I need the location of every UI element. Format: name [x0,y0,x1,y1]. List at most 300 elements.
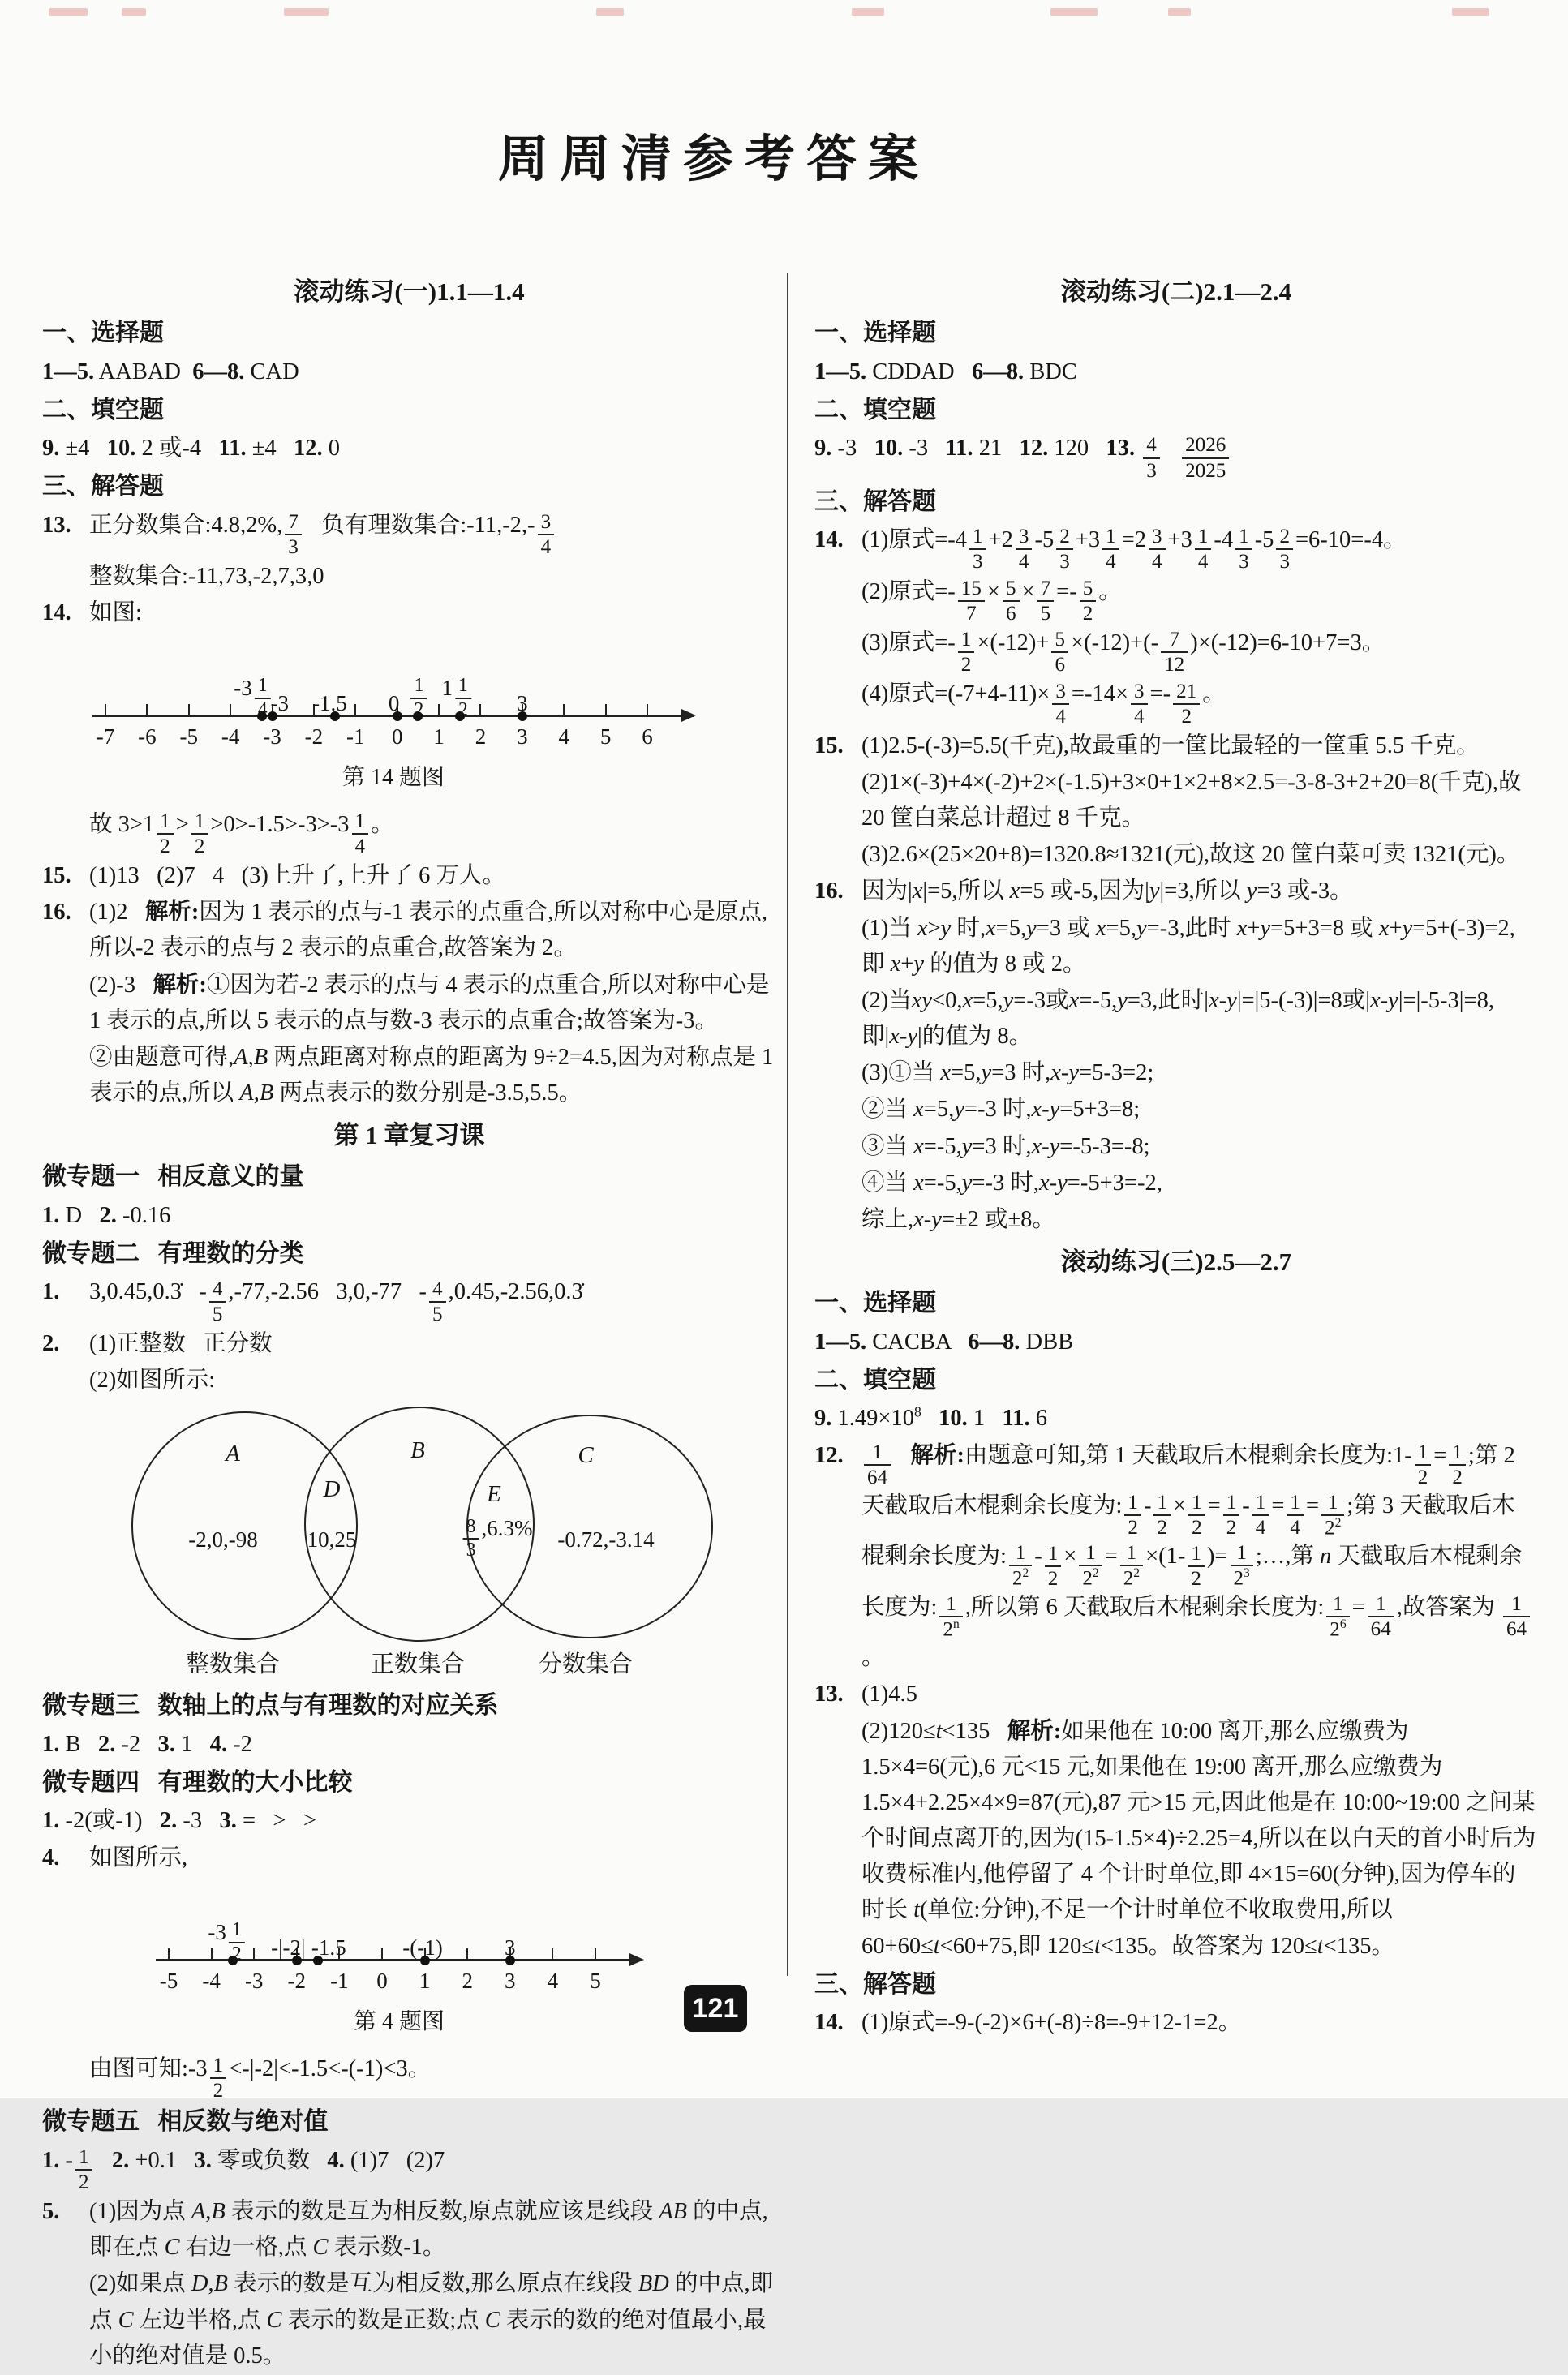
section-title: 滚动练习(二)2.1—2.4 [1060,277,1292,306]
denominator: 4 [540,536,552,559]
subsection-heading: 微专题一 相反意义的量 [42,1163,304,1191]
denominator: 5 [212,1303,223,1325]
subsection-heading: 一、选择题 [814,320,936,347]
denominator: 3 [1059,551,1070,573]
answer-line [814,1092,1538,1127]
fraction [1051,629,1068,676]
denominator: $2^2$ [1123,1566,1141,1590]
tick-mark [168,1948,170,1960]
point-label: -|-2| [271,1935,306,1960]
numerator: 1 [75,2146,92,2171]
fraction [958,578,985,625]
bold-text: 10. [939,1406,968,1432]
bold-text: 2. [111,2147,130,2173]
superscript: 8 [913,1403,921,1420]
point-label: 0 [388,690,400,715]
numerator: 1 [1195,526,1212,550]
section-title: 滚动练习(三)2.5—2.7 [1060,1248,1292,1277]
numerator: 1 [1045,1543,1062,1567]
fraction [1149,526,1166,573]
bold-text: 11. [218,436,247,462]
math-run: ④当 x=-5,y=-3 时,x-y=-5+3=-2, [861,1170,1162,1196]
denominator: 4 [1197,551,1209,573]
tick-label: -7 [96,724,115,749]
math-run: C [484,2307,500,2333]
tick-mark [466,1948,468,1960]
denominator: 2025 [1185,459,1226,482]
venn-caption: 分数集合 [538,1651,634,1678]
tick-mark [563,704,565,715]
answer-line: (3)2.6×(25×20+8)=1320.8≈1321(元),故这 20 筐白菜可卖 1321(元)。 [861,842,1520,868]
venn-values: -2,0,-98 [188,1527,258,1553]
bold-text: 解析: [910,1442,964,1468]
solution-item: 2. (1)正整数 正分数 [42,1326,776,1362]
point-label: -3 [270,690,290,715]
denominator: 64 [1370,1618,1391,1641]
superscript: 2 [1092,1566,1099,1581]
denominator: 2 [458,698,468,720]
numerator: 1 [455,676,471,699]
denominator: 2 [213,2080,224,2102]
numberline-figure [42,1881,776,2050]
answer-line [814,983,1538,1054]
subsection-heading: 二、填空题 [42,396,164,423]
tick-label: -4 [202,1968,221,1993]
math-run: AB [659,2199,688,2225]
numerator: 3 [1149,526,1166,550]
tick-mark [605,704,607,715]
numerator: 1 [1231,1542,1253,1566]
fraction [1102,526,1119,573]
denominator: 3 [288,536,299,559]
fraction [75,2146,92,2193]
answer-line: 1. B 2. -2 3. 1 4. -2 [42,1731,252,1757]
figure-caption: 第 4 题图 [353,2008,445,2034]
numerator: 1 [191,810,208,835]
tick-mark [253,1948,255,1960]
fraction [463,1517,479,1561]
scan-mark [596,8,624,16]
answer-line: (3)原式=- $\frac{1}{2}$ ×(-12)+ $\frac{5}{6}$ ×(-12)+(- $\frac{7}{12}$ )×(-12)=6-10+7=3。 [861,629,1385,676]
solution-item: 13. (1)4.5 [814,1677,1538,1712]
bold-text: 6—8. [971,359,1025,384]
math-run: BD [638,2271,669,2297]
fraction [1182,434,1229,481]
fraction [1223,1492,1240,1539]
denominator: $2^3$ [1233,1566,1250,1590]
subsection-heading: 二、填空题 [814,396,936,423]
point-label [408,672,429,721]
tick-label: 1 [419,1968,431,1993]
fraction [538,511,555,558]
numerator: 1 [210,2055,227,2079]
tick-label: 2 [475,724,487,749]
fraction [209,1278,226,1325]
numerator: 1 [1102,526,1119,550]
numerator: 1 [864,1441,891,1466]
right-column [814,268,1538,2042]
numerator: 1 [958,629,975,653]
tick-label: -2 [304,724,324,749]
tick-mark [105,704,106,715]
bold-text: 解析: [153,972,207,998]
denominator: 3 [1146,459,1157,482]
tick-label: -2 [287,1968,307,1993]
solution-item: 16. (1)2 解析:因为 1 表示的点与-1 表示的点重合,所以对称中心是原点,所以-2 表示的点与 2 表示的点重合,故答案为 2。 [42,895,776,966]
solution-item: 14. (1)原式=-4 $\frac{1}{3}$ +2 $\frac{3}{4}$ -5 $\frac{2}{3}$ +3 $\frac{1}{4}$ =2 $\frac{3}{4}$ +3 $\frac{1}{4}$ -4 $\frac{1}{3}$ -5 $\frac{2}{3}$ =6-10=-4。 [814,522,1538,573]
numerator: 2 [1056,526,1073,550]
subsection-heading: 三、解答题 [814,1970,936,1998]
fraction [1016,526,1033,573]
denominator: 4 [1055,705,1066,728]
math-run: C [164,2235,180,2261]
math-run: C [312,2235,329,2261]
tick-label: 1 [433,724,445,749]
numerator: 4 [1143,434,1160,458]
denominator: 7 [966,602,977,625]
fraction [1037,578,1055,625]
numerator: 5 [1080,578,1097,602]
solution-item [814,874,1538,909]
tick-label: 5 [599,724,612,749]
answer-line: 1—5. AABAD 6—8. CAD [42,359,299,384]
answer-line: 9. -3 10. -3 11. 21 12. 120 13. $\frac{4}{3}$ $\frac{2026}{2025}$ [814,431,1538,481]
bold-text: 3. [219,1808,237,1834]
tick-mark [354,704,356,715]
tick-label: 0 [376,1968,388,1993]
item-number: 15. [814,732,844,758]
tick-label: -6 [138,724,157,749]
bold-text: 1. [42,1731,60,1757]
tick-label: 2 [462,1968,473,1993]
tick-label: -3 [263,724,281,749]
denominator: 3 [1239,551,1249,573]
fraction [1124,1492,1141,1539]
fraction [229,1920,245,1965]
denominator: 2$^n$ [943,1617,960,1641]
math-run: (1)当 x>y 时,x=5,y=3 或 x=5,y=-3,此时 x+y=5+3=8 或 x+y=5+(-3)=2,即 x+y 的值为 8 或 2。 [861,915,1515,977]
bold-text: 4. [327,2147,345,2173]
item-number: 16. [814,878,844,904]
fraction [1143,434,1160,481]
tick-mark [381,1948,383,1960]
tick-label: 5 [590,1968,601,1993]
answer-line: 9. $1.49\times 10^8$ 10. 1 11. 6 [814,1403,1047,1432]
item-number: 1. [42,1279,60,1305]
tick-label: 0 [391,724,403,749]
bold-text: 10. [106,436,136,462]
bold-text: 2. [97,1731,116,1757]
bold-text: 12. [1019,436,1049,462]
tick-mark [647,704,648,715]
fraction [1276,526,1293,573]
answer-line [814,911,1538,982]
numerator: 4 [429,1278,446,1303]
column-divider [787,273,788,1976]
bold-text: 1. [42,1202,60,1228]
numerator: 1 [1124,1492,1141,1516]
numerator: 3 [1131,681,1148,705]
bold-text: 1. [42,1808,60,1834]
item-number: 14. [814,527,844,553]
numerator: 3 [1016,526,1033,550]
answer-line: 1. D 2. -0.16 [42,1202,171,1228]
numerator: 5 [1003,578,1020,602]
solution-item: 4. 如图所示, [42,1840,776,1876]
numerator: 2 [1276,526,1293,550]
denominator: 4 [1134,705,1145,728]
tick-label: 6 [642,724,653,749]
fraction [1173,681,1200,728]
answer-line: 故 3>1 $\frac{1}{2}$ > $\frac{1}{2}$ >0>-1.5>-3>-3 $\frac{1}{4}$ 。 [89,810,394,857]
page-number-badge [684,1985,747,2032]
tick-mark [479,704,481,715]
scan-mark [284,8,329,16]
solution-item: 5. (1)因为点 A,B 表示的数是互为相反数,原点就应该是线段 AB 的中点,即在点 C 右边一格,点 C 表示数-1。 [42,2194,776,2265]
denominator: $2^2$ [1082,1566,1099,1590]
superscript: 2 [1133,1566,1141,1581]
denominator: 2 [1417,1466,1428,1488]
fraction [1188,1492,1205,1539]
venn-values: 10,25 [307,1527,357,1553]
math-run: 综上,x-y=±2 或±8。 [861,1206,1055,1232]
fraction [1003,578,1020,625]
point-label: -3 $\frac{1}{4}$ [234,672,273,721]
page-number: 121 [692,1992,739,2024]
denominator: 2 [1452,1466,1463,1488]
bold-text: 1—5. [814,359,867,384]
math-run: C [118,2307,134,2333]
bold-text: 1—5. [814,1329,867,1355]
denominator: 6 [1055,654,1066,676]
numerator: 1 [229,1920,245,1943]
bold-text: 6—8. [968,1329,1020,1355]
numerator: 7 [1037,578,1055,602]
tick-label: -5 [159,1968,178,1993]
subsection-heading: 微专题二 有理数的分类 [42,1239,304,1267]
venn-caption: 正数集合 [370,1651,466,1678]
numerator: 1 [1153,1492,1171,1516]
answer-line: (4)原式=(-7+4-11)× $\frac{3}{4}$ =-14× $\frac{3}{4}$ =- $\frac{21}{2}$ 。 [861,680,1226,728]
math-run: A,B [191,2199,226,2225]
point-label: -3 $\frac{1}{2}$ [208,1916,247,1965]
scan-mark [1452,8,1489,16]
fraction [1287,1492,1304,1539]
tick-label: 3 [517,724,528,749]
answer-line [814,1202,1538,1238]
subsection-heading: 二、填空题 [814,1366,936,1394]
denominator: $2^2$ [1325,1515,1342,1540]
fraction [410,676,427,720]
fraction [1195,526,1212,573]
item-number: 4. [42,1845,60,1870]
numerator: 1 [1235,526,1252,550]
denominator: 2 [1157,1517,1168,1540]
superscript: 2 [1334,1515,1342,1530]
denominator: 4 [1018,551,1029,573]
scan-mark [1168,8,1191,16]
point-label: -1.5 [311,1935,346,1960]
fraction [1415,1441,1432,1488]
numerator: 3 [538,511,555,535]
bold-text: 9. [814,1406,832,1432]
scan-mark [122,8,146,16]
point-label: 1 $\frac{1}{2}$ [442,672,474,721]
subsection-heading: 微专题五 相反数与绝对值 [42,2108,329,2136]
answer-line: 1—5. CDDAD 6—8. BDC [814,359,1077,384]
fraction [285,511,302,558]
venn-caption: 整数集合 [185,1651,281,1678]
fraction [1368,1593,1394,1640]
fraction [1079,1542,1102,1590]
math-run: A,B [234,1044,268,1070]
answer-line: (2)-3 解析:①因为若-2 表示的点与 4 表示的点重合,所以对称中心是 1 表示的点,所以 5 表示的点与数-3 表示的点重合;故答案为-3。 [89,972,775,1033]
denominator: 2 [414,698,424,720]
superscript: 3 [1244,1566,1250,1581]
math-run: (2)120≤t<135 [861,1718,1007,1744]
subsection-heading: 三、解答题 [814,487,936,515]
bold-text: 3. [194,2147,212,2173]
denominator: 2 [1191,1567,1201,1590]
section-title: 第 1 章复习课 [333,1121,485,1150]
point-label: 3 [505,1935,516,1960]
denominator: 2 [1047,1567,1059,1590]
solution-item: 13. 正分数集合:4.8,2%, $\frac{7}{3}$ 负有理数集合:-11,-2,- $\frac{3}{4}$ [42,508,776,558]
numberline-figure [42,637,776,805]
tick-mark [552,1948,553,1960]
subsection-heading: 微专题三 数轴上的点与有理数的对应关系 [42,1692,499,1720]
math-run: (2)当xy<0,x=5,y=-3或x=-5,y=3,此时|x-y|=|5-(-3)|=8或|x-y|=|-5-3|=8,即|x-y|的值为 8。 [861,987,1494,1050]
venn-values: -0.72,-3.14 [557,1527,655,1553]
answer-line [814,1166,1538,1201]
superscript: 6 [1339,1617,1347,1631]
fraction [455,676,471,720]
numerator: 1 [1188,1492,1205,1516]
math-run: ②当 x=5,y=-3 时,x-y=5+3=8; [861,1097,1141,1123]
fraction [1153,1492,1171,1539]
math-run: D,B [191,2271,228,2297]
fraction [191,810,208,857]
item-number: 5. [42,2199,60,2225]
item-number: 14. [814,2010,844,2036]
numerator: 1 [1252,1492,1269,1516]
numerator: 3 [1052,681,1069,705]
bold-text: 1. [42,2147,60,2173]
denominator: 3 [973,551,983,573]
bold-text: 10. [874,436,904,462]
fraction [1321,1492,1344,1540]
venn-lens-label: E [487,1481,501,1508]
numberline [156,1881,642,2050]
venn-values: $\frac{8}{3}$ ,6.3% [461,1512,533,1561]
bold-text: 解析: [1007,1718,1062,1744]
item-number: 12. [814,1442,844,1468]
superscript: n [952,1617,960,1631]
denominator: 4 [257,698,268,720]
answer-line: 由图可知:-3 $\frac{1}{2}$ <-|-2|<-1.5<-(-1)<3。 [89,2054,432,2102]
tick-mark [595,1948,596,1960]
denominator: 2 [231,1943,242,1965]
superscript: 2 [1022,1566,1029,1581]
numerator: 1 [1449,1441,1466,1466]
point-label: -1.5 [312,690,347,715]
page-title: 周周清参考答案 [497,132,930,187]
bold-text: 9. [42,436,60,462]
solution-item: 15. (1)13 (2)7 4 (3)上升了,上升了 6 万人。 [42,858,776,894]
axis-arrow-icon [681,709,696,722]
bold-text: 6—8. [192,359,245,384]
answer-line: (2)1×(-3)+4×(-2)+2×(-1.5)+3×0+1×2+8×2.5=-3-8-3+2+20=8(千克),故 20 筐白菜总计超过 8 千克。 [861,769,1527,831]
numerator: 1 [410,676,427,699]
numerator: 1 [1287,1492,1304,1516]
denominator: 4 [1290,1517,1300,1540]
fraction [1052,681,1069,728]
answer-line: 1. - $\frac{1}{2}$ 2. +0.1 3. 零或负数 4. (1)7 (2)7 [42,2145,445,2193]
math-run: 如果他在 10:00 离开,那么应缴费为 1.5×4=6(元),6 元<15 元,如果他在 19:00 离开,那么应缴费为 1.5×4+2.25×4×9=87(元),87 元>15 元,因此他是在 10:00~19:00 之间某个时间点离开的,因为(15-1.5×4)÷2.25=4,所以在以白天的首小时后为收费标准内,他停留了 4 个计时单位,即 4×15=60(分钟),因为停车的时长 t(单位:分钟),不足一个计时单位不收取费用,所以 60+60≤t<60+75,即 120≤t<135。故答案为 120≤t<135。 [861,1718,1536,1959]
fraction [1009,1542,1032,1590]
point-label: -(-1) [402,1935,443,1960]
numerator: 1 [1009,1542,1032,1566]
fraction [1161,629,1188,676]
solution-item: 1. 3,0.45,0.3̇ - $\frac{4}{5}$ ,-77,-2.56 3,0,-77 - $\frac{4}{5}$ ,0.45,-2.56,0.3̇ [42,1274,776,1325]
math-run: 因为|x|=5,所以 x=5 或-5,因为|y|=3,所以 y=3 或-3。 [861,878,1353,904]
denominator: 64 [867,1466,888,1488]
numerator: 8 [463,1517,479,1540]
denominator: 2 [1128,1517,1138,1540]
denominator: 5 [1040,602,1051,625]
answer-line: 9. ±4 10. 2 或-4 11. ±4 12. 0 [42,436,340,462]
numerator: 1 [352,810,369,835]
venn-set-label: B [410,1437,425,1464]
solution-item: 14. (1)原式=-9-(-2)×6+(-8)÷8=-9+12-1=2。 [814,2005,1538,2041]
numerator: 1 [969,526,986,550]
subsection-heading: 一、选择题 [42,320,164,347]
subsection-heading: 一、选择题 [814,1290,936,1317]
section-title: 滚动练习(一)1.1—1.4 [294,277,525,306]
answer-line: 整数集合:-11,73,-2,7,3,0 [89,564,324,590]
numerator: 15 [958,578,985,602]
numerator: 1 [1368,1593,1394,1617]
point-label: 3 [517,690,528,715]
denominator: 4 [1151,551,1162,573]
answer-line [814,1055,1538,1091]
numerator: 1 [1415,1441,1432,1466]
scan-mark [1050,8,1098,16]
fraction [429,1278,446,1325]
fraction [1120,1542,1143,1590]
bold-text: 11. [1002,1406,1030,1432]
figure-caption: 第 14 题图 [342,764,445,790]
denominator: 2 [194,835,205,857]
numerator: 2026 [1182,434,1229,458]
answer-line: (2)如果点 D,B 表示的数是互为相反数,那么原点在线段 BD 的中点,即点 C 左边半格,点 C 表示的数是正数;点 C 表示的数的绝对值最小,最小的绝对值是 0.5。 [89,2271,774,2369]
bold-text: 13. [1106,436,1136,462]
math-run: C [266,2307,282,2333]
denominator: 2 [1181,705,1192,728]
solution-item: 12. $\frac{1}{64}$ 解析:由题意可知,第 1 天截取后木棍剩余长度为:1- $\frac{1}{2}$ = $\frac{1}{2}$ ;第 2 天截取后木棍剩余长度为: $\frac{1}{2}$ - $\frac{1}{2}$ × $\frac{1}{2}$ = $\frac{1}{2}$ - $\frac{1}{4}$ = $\frac{1}{4}$ = $\frac{1}{2^2}$ ;第 3 天截取后木棍剩余长度为: $\frac{1}{2^2}$ - $\frac{1}{2}$ × $\frac{1}{2^2}$ = $\frac{1}{2^2}$ ×(1- $\frac{1}{2}$ )= $\frac{1}{2^3}$ ;…,第 n 天截取后木棍剩余长度为: $\frac{1}{2^n}$ ,所以第 6 天截取后木棍剩余长度为: $\frac{1}{2^6}$ = $\frac{1}{64}$ ,故答案为 $\frac{1}{64}$ 。 [814,1438,1538,1677]
bold-text: 11. [945,436,973,462]
fraction [864,1441,891,1488]
venn-set-label: C [578,1442,594,1469]
math-run: A,B [239,1080,274,1106]
bold-text: 2. [99,1202,117,1228]
fraction [255,676,271,720]
solution-item: 14. 如图: [42,595,776,631]
answer-line: (2)原式=- $\frac{15}{7}$ × $\frac{5}{6}$ × $\frac{7}{5}$ =- $\frac{5}{2}$ 。 [861,577,1122,625]
bold-text: 3. [157,1731,175,1757]
subsection-heading: 微专题四 有理数的大小比较 [42,1768,353,1796]
fraction [1188,1543,1205,1590]
